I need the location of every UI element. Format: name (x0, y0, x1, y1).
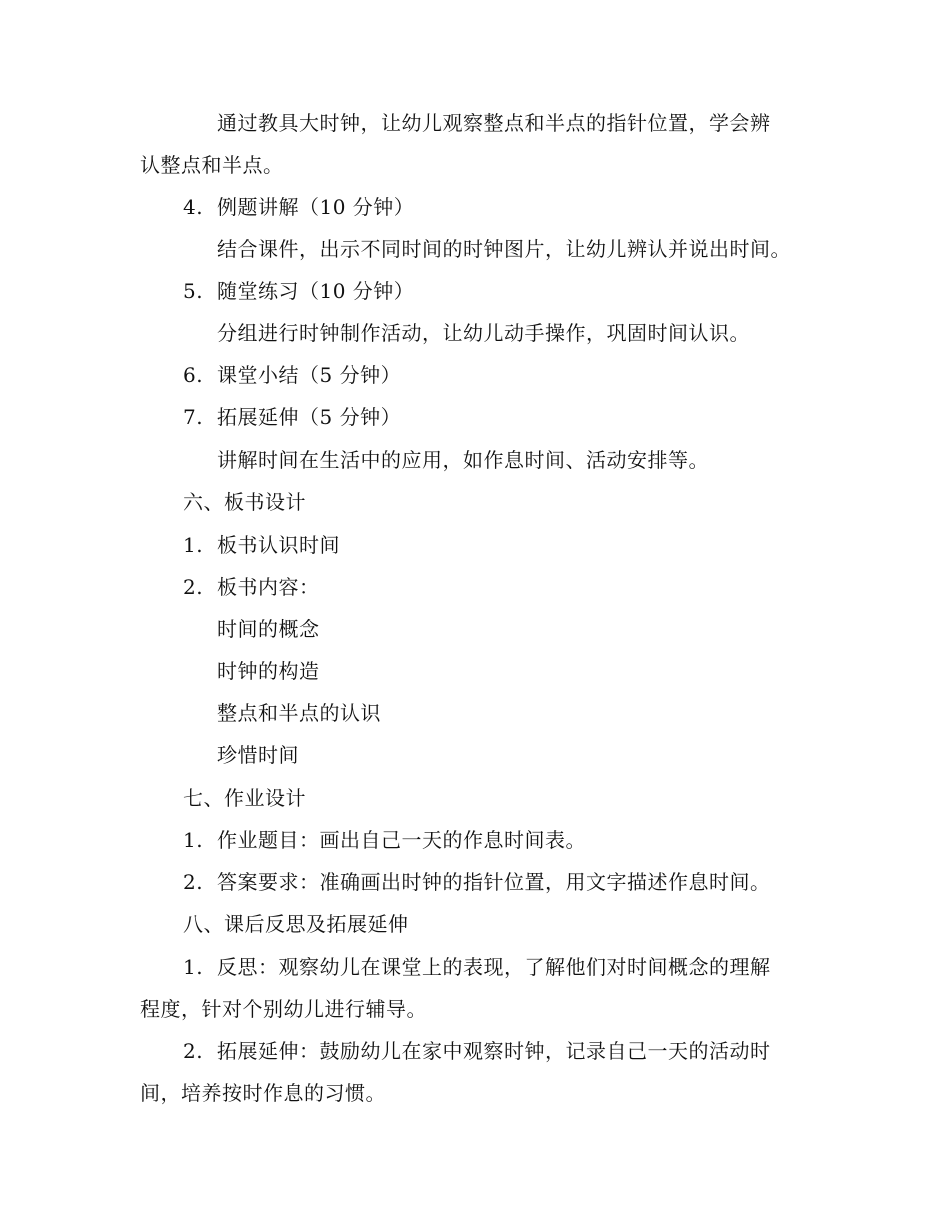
list-item (183, 954, 771, 980)
item-number: 2. (183, 1039, 204, 1063)
board-content-item: 时间的概念 (217, 617, 320, 641)
paragraph-line: 认整点和半点。 (140, 153, 284, 177)
item-text: 板书认识时间 (217, 533, 340, 557)
section-heading: 八、课后反思及拓展延伸 (183, 912, 409, 936)
item-number: 1. (183, 828, 204, 852)
step-7-detail: 讲解时间在生活中的应用，如作息时间、活动安排等。 (217, 448, 709, 472)
step-4 (183, 194, 414, 220)
step-title: 例题讲解（10 分钟） (217, 195, 415, 219)
list-item-continuation: 间，培养按时作息的习惯。 (140, 1081, 386, 1105)
item-number: 1. (183, 533, 204, 557)
step-7 (183, 404, 401, 430)
step-title: 课堂小结（5 分钟） (217, 363, 402, 387)
board-content-item: 整点和半点的认识 (217, 701, 381, 725)
step-number: 7. (183, 405, 204, 429)
section-heading: 六、板书设计 (183, 490, 306, 514)
section-heading: 七、作业设计 (183, 786, 306, 810)
step-6 (183, 362, 401, 388)
step-title: 随堂练习（10 分钟） (217, 279, 415, 303)
item-text: 板书内容： (217, 575, 320, 599)
step-title: 拓展延伸（5 分钟） (217, 405, 402, 429)
board-content-item: 珍惜时间 (217, 743, 299, 767)
item-text: 作业题目：画出自己一天的作息时间表。 (217, 828, 586, 852)
item-number: 2. (183, 575, 204, 599)
step-5 (183, 278, 414, 304)
step-5-detail: 分组进行时钟制作活动，让幼儿动手操作，巩固时间认识。 (217, 321, 750, 345)
list-item (183, 574, 320, 600)
list-item (183, 869, 771, 895)
list-item (183, 532, 340, 558)
step-number: 4. (183, 195, 204, 219)
item-text: 答案要求：准确画出时钟的指针位置，用文字描述作息时间。 (217, 870, 771, 894)
list-item (183, 827, 586, 853)
board-content-item: 时钟的构造 (217, 659, 320, 683)
list-item (183, 1038, 771, 1064)
item-number: 1. (183, 955, 204, 979)
item-number: 2. (183, 870, 204, 894)
step-number: 5. (183, 279, 204, 303)
item-text: 反思：观察幼儿在课堂上的表现，了解他们对时间概念的理解 (217, 955, 771, 979)
step-number: 6. (183, 363, 204, 387)
paragraph-line: 通过教具大时钟，让幼儿观察整点和半点的指针位置，学会辨 (217, 111, 771, 135)
step-4-detail: 结合课件，出示不同时间的时钟图片，让幼儿辨认并说出时间。 (217, 237, 791, 261)
item-text: 拓展延伸：鼓励幼儿在家中观察时钟，记录自己一天的活动时 (217, 1039, 771, 1063)
list-item-continuation: 程度，针对个别幼儿进行辅导。 (140, 997, 427, 1021)
